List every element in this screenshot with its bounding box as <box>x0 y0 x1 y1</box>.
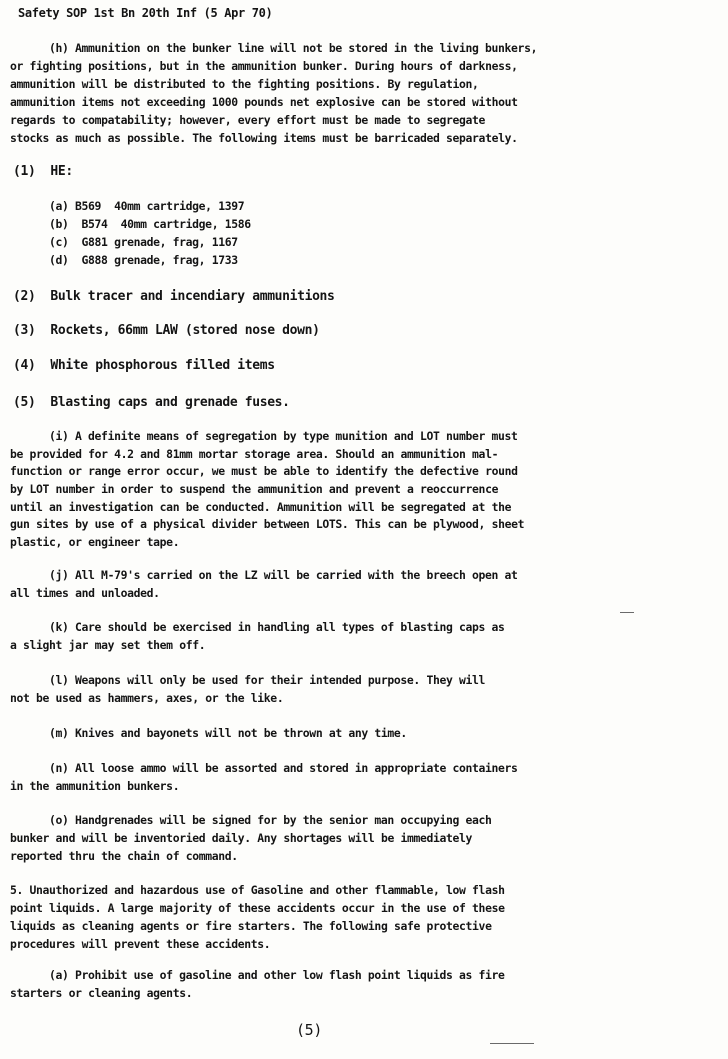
item-1-label: (1) HE: <box>13 164 73 179</box>
para-5-line-1: 5. Unauthorized and hazardous use of Gasoline and other flammable, low flash <box>10 883 505 897</box>
para-j-line-1: (j) All M-79's carried on the LZ will be carried with the breech open at <box>49 568 518 582</box>
para-l-line-2: not be used as hammers, axes, or the like. <box>10 691 284 705</box>
para-i-line-7: plastic, or engineer tape. <box>10 535 180 549</box>
item-1-sub-b: (b) B574 40mm cartridge, 1586 <box>49 217 251 231</box>
scan-mark <box>490 1043 534 1044</box>
para-o-line-1: (o) Handgrenades will be signed for by the senior man occupying each <box>49 813 492 827</box>
para-i-line-2: be provided for 4.2 and 81mm mortar storage area. Should an ammunition mal- <box>10 447 499 461</box>
page-number: (5) <box>296 1021 323 1039</box>
para-m-line-1: (m) Knives and bayonets will not be thrown at any time. <box>49 726 407 740</box>
para-i-line-6: gun sites by use of a physical divider between LOTS. This can be plywood, sheet <box>10 517 525 531</box>
para-5-line-2: point liquids. A large majority of these accidents occur in the use of these <box>10 901 505 915</box>
para-5-line-3: liquids as cleaning agents or fire starters. The following safe protective <box>10 919 492 933</box>
item-1-sub-c: (c) G881 grenade, frag, 1167 <box>49 235 238 249</box>
item-3: (3) Rockets, 66mm LAW (stored nose down) <box>13 323 320 338</box>
scan-mark <box>620 612 634 613</box>
item-1-sub-a: (a) B569 40mm cartridge, 1397 <box>49 199 245 213</box>
para-l-line-1: (l) Weapons will only be used for their intended purpose. They will <box>49 673 486 687</box>
para-5a-line-2: starters or cleaning agents. <box>10 986 193 1000</box>
para-h-line-6: stocks as much as possible. The following items must be barricaded separately. <box>10 131 518 145</box>
para-k-line-1: (k) Care should be exercised in handling all types of blasting caps as <box>49 620 505 634</box>
para-h-line-3: ammunition will be distributed to the fighting positions. By regulation, <box>10 77 479 91</box>
item-1-sub-d: (d) G888 grenade, frag, 1733 <box>49 253 238 267</box>
document-header: Safety SOP 1st Bn 20th Inf (5 Apr 70) <box>18 6 273 20</box>
para-i-line-3: function or range error occur, we must be able to identify the defective round <box>10 464 518 478</box>
para-o-line-3: reported thru the chain of command. <box>10 849 238 863</box>
para-i-line-1: (i) A definite means of segregation by type munition and LOT number must <box>49 429 518 443</box>
para-i-line-5: until an investigation can be conducted. Ammunition will be segregated at the <box>10 500 512 514</box>
para-h-line-1: (h) Ammunition on the bunker line will not be stored in the living bunkers, <box>49 41 538 55</box>
para-5a-line-1: (a) Prohibit use of gasoline and other low flash point liquids as fire <box>49 968 505 982</box>
para-n-line-2: in the ammunition bunkers. <box>10 779 180 793</box>
para-h-line-4: ammunition items not exceeding 1000 pounds net explosive can be stored without <box>10 95 518 109</box>
item-2: (2) Bulk tracer and incendiary ammunitions <box>13 289 335 304</box>
item-4: (4) White phosphorous filled items <box>13 358 275 373</box>
para-i-line-4: by LOT number in order to suspend the ammunition and prevent a reoccurrence <box>10 482 499 496</box>
para-j-line-2: all times and unloaded. <box>10 586 160 600</box>
para-5-line-4: procedures will prevent these accidents. <box>10 937 271 951</box>
para-n-line-1: (n) All loose ammo will be assorted and stored in appropriate containers <box>49 761 518 775</box>
para-k-line-2: a slight jar may set them off. <box>10 638 206 652</box>
para-h-line-5: regards to compatability; however, every effort must be made to segregate <box>10 113 486 127</box>
item-5: (5) Blasting caps and grenade fuses. <box>13 395 290 410</box>
para-o-line-2: bunker and will be inventoried daily. Any shortages will be immediately <box>10 831 473 845</box>
para-h-line-2: or fighting positions, but in the ammunition bunker. During hours of darkness, <box>10 59 518 73</box>
